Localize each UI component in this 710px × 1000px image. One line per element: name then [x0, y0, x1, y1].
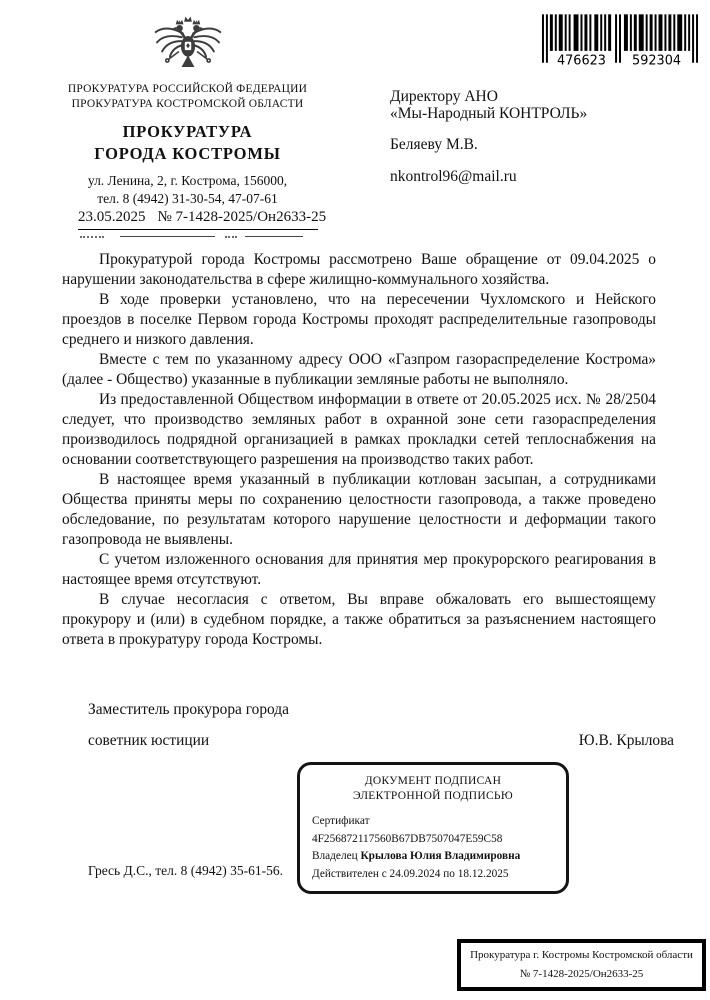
paragraph: В случае несогласия с ответом, Вы вправе обжаловать его вышестоящему прокурору и (или) в судебном порядке, а также обратиться за разъяснением настоящего ответа в прокуратуру города Костромы.	[62, 591, 656, 648]
form-remnant-line	[80, 236, 104, 238]
paragraph: Из предоставленной Обществом информации в ответе от 20.05.2025 исх. № 28/2504 следует, что производство земляных работ в охранной зоне сети газораспределения производилось подрядной организацией в рамках прокладки сетей теплоснабжения на основании соответствующего разрешения на производство таких работ.	[62, 391, 656, 468]
letterhead	[55, 14, 320, 208]
stamp-owner-line: Владелец Крылова Юлия Владимировна	[312, 850, 521, 862]
paragraph: В настоящее время указанный в публикации котлован засыпан, а сотрудниками Общества приняты меры по сохранению целостности газопровода, а также проведено обследование, по результатам которого нарушение целостности и деформации такого газопровода не выявлены.	[62, 471, 656, 548]
paragraph: В ходе проверки установлено, что на пересечении Чухломского и Нейского проездов в поселке Первом города Костромы проходят распределительные газопроводы среднего и низкого давления.	[62, 291, 656, 348]
signer-position-line1: Заместитель прокурора города	[88, 701, 289, 718]
barcode	[540, 14, 700, 75]
signature-block	[88, 701, 674, 750]
form-remnant-line	[225, 236, 237, 238]
letter-body	[62, 250, 656, 650]
registration-office: Прокуратура г. Костромы Костромской области	[470, 949, 693, 961]
stamp-certificate-line: Сертификат 4F256872117560B67DB7507047E59C58	[312, 815, 503, 845]
office-title-line2: ГОРОДА КОСТРОМЫ	[94, 144, 281, 163]
office-phone: тел. 8 (4942) 31-30-54, 47-07-61	[97, 191, 278, 206]
electronic-signature-stamp	[297, 762, 569, 894]
recipient-name: Беляеву М.В.	[390, 136, 478, 153]
org-name-line2: ПРОКУРАТУРА КОСТРОМСКОЙ ОБЛАСТИ	[71, 97, 304, 110]
barcode-bars-icon	[540, 14, 700, 70]
executor-contact: Гресь Д.С., тел. 8 (4942) 35-61-56.	[88, 863, 284, 878]
stamp-title-line1: ДОКУМЕНТ ПОДПИСАН	[364, 775, 502, 787]
stamp-title-line2: ЭЛЕКТРОННОЙ ПОДПИСЬЮ	[353, 790, 513, 802]
certificate-owner: Крылова Юлия Владимировна	[360, 850, 521, 862]
recipient-email: nkontrol96@mail.ru	[390, 168, 517, 185]
form-remnant-line	[120, 236, 215, 237]
signer-name: Ю.В. Крылова	[578, 732, 674, 749]
recipient-org-line1: Директору АНО	[390, 88, 498, 105]
paragraph: Прокуратурой города Костромы рассмотрено Ваше обращение от 09.04.2025 о нарушении законодательства в сфере жилищно-коммунального хозяйства.	[62, 251, 656, 288]
barcode-digits-left: 476623	[556, 53, 606, 69]
office-title-line1: ПРОКУРАТУРА	[122, 122, 253, 141]
letter-date: 23.05.2025	[78, 209, 146, 225]
reference-line	[78, 209, 327, 230]
org-name-line1: ПРОКУРАТУРА РОССИЙСКОЙ ФЕДЕРАЦИИ	[67, 83, 308, 95]
recipient-block	[390, 88, 670, 185]
valid-to-date: 18.12.2025	[457, 867, 509, 880]
barcode-digits-right: 592304	[632, 53, 682, 69]
stamp-validity-line: Действителен с 24.09.2024 по 18.12.2025	[312, 867, 509, 880]
letter-number: № 7-1428-2025/Он2633-25	[157, 209, 327, 225]
signer-position-line2: советник юстиции	[88, 732, 210, 749]
valid-from-date: 24.09.2024	[389, 867, 441, 880]
office-address: ул. Ленина, 2, г. Кострома, 156000,	[87, 173, 288, 188]
registration-stamp-box	[457, 939, 706, 991]
registration-number: № 7-1428-2025/Он2633-25	[519, 968, 644, 980]
coat-of-arms-icon	[149, 14, 227, 76]
certificate-number: 4F256872117560B67DB7507047E59C58	[312, 832, 503, 845]
recipient-org-line2: «Мы-Народный КОНТРОЛЬ»	[390, 105, 588, 122]
form-remnant-line	[245, 236, 303, 237]
paragraph: С учетом изложенного основания для принятия мер прокурорского реагирования в настоящее время отсутствуют.	[62, 551, 656, 588]
paragraph: Вместе с тем по указанному адресу ООО «Газпром газораспределение Кострома» (далее - Общество) указанные в публикации земляные работы не выполняло.	[62, 351, 656, 388]
